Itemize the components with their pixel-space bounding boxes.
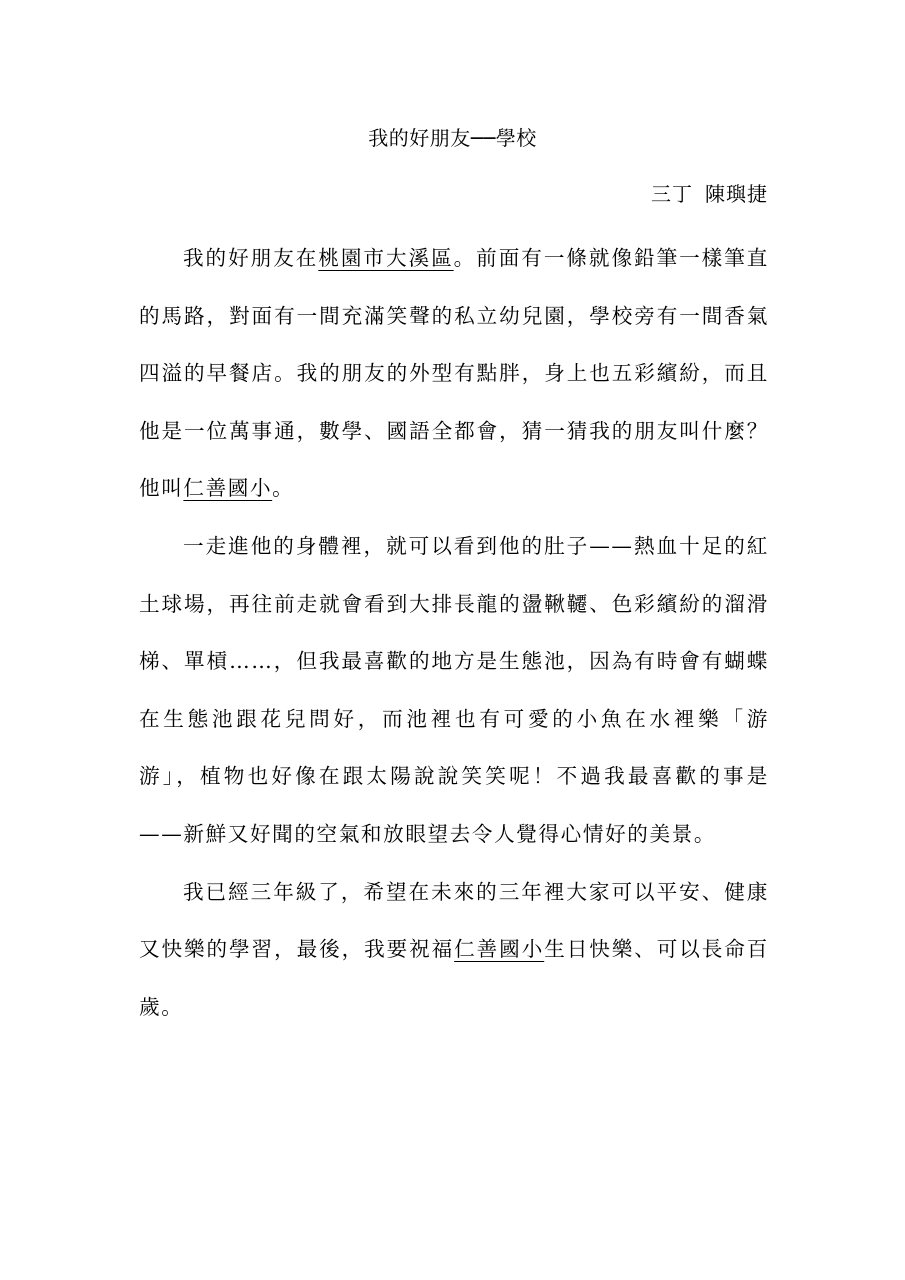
text-segment: 一走進他的身體裡，就可以看到他的肚子——熱血十足的紅土球場，再往前走就會看到大排長龍的盪鞦韆、色彩繽紛的溜滑梯、單槓……，但我最喜歡的地方是生態池，因為有時會有蝴蝶在生態池跟花兒問好，而池裡也有可愛的小魚在水裡樂「游游」，植物也好像在跟太陽說說笑笑呢！不過我最喜歡的事是——新鮮又好聞的空氣和放眼望去令人覺得心情好的美景。 bbox=[139, 533, 769, 846]
paragraph-2 bbox=[139, 518, 769, 864]
paragraph-1 bbox=[139, 230, 769, 518]
text-segment: 。前面有一條就像鉛筆一樣筆直的馬路，對面有一間充滿笑聲的私立幼兒園，學校旁有一間香氣四溢的早餐店。我的朋友的外型有點胖，身上也五彩繽紛，而且他是一位萬事通，數學、國語全都會，猜一猜我的朋友叫什麼？他叫 bbox=[139, 246, 769, 501]
paragraph-3 bbox=[139, 864, 769, 1037]
author-line bbox=[651, 180, 768, 208]
author-class: 三丁 bbox=[651, 182, 693, 206]
school-name-underlined: 仁善國小 bbox=[454, 937, 545, 962]
text-segment: 生日快樂、可以長命百歲。 bbox=[139, 937, 769, 1019]
essay-body bbox=[139, 230, 769, 1036]
school-name-underlined: 仁善國小 bbox=[183, 476, 273, 501]
text-segment: 。 bbox=[272, 476, 295, 501]
text-segment: 我的好朋友在 bbox=[183, 246, 319, 270]
page-title: 我的好朋友──學校 bbox=[368, 126, 537, 150]
text-segment: 我已經三年級了，希望在未來的三年裡大家可以平安、健康又快樂的學習，最後，我要祝福 bbox=[139, 879, 769, 962]
author-name: 陳璵捷 bbox=[705, 182, 768, 206]
place-name-underlined: 桃園市大溪區 bbox=[318, 246, 454, 270]
